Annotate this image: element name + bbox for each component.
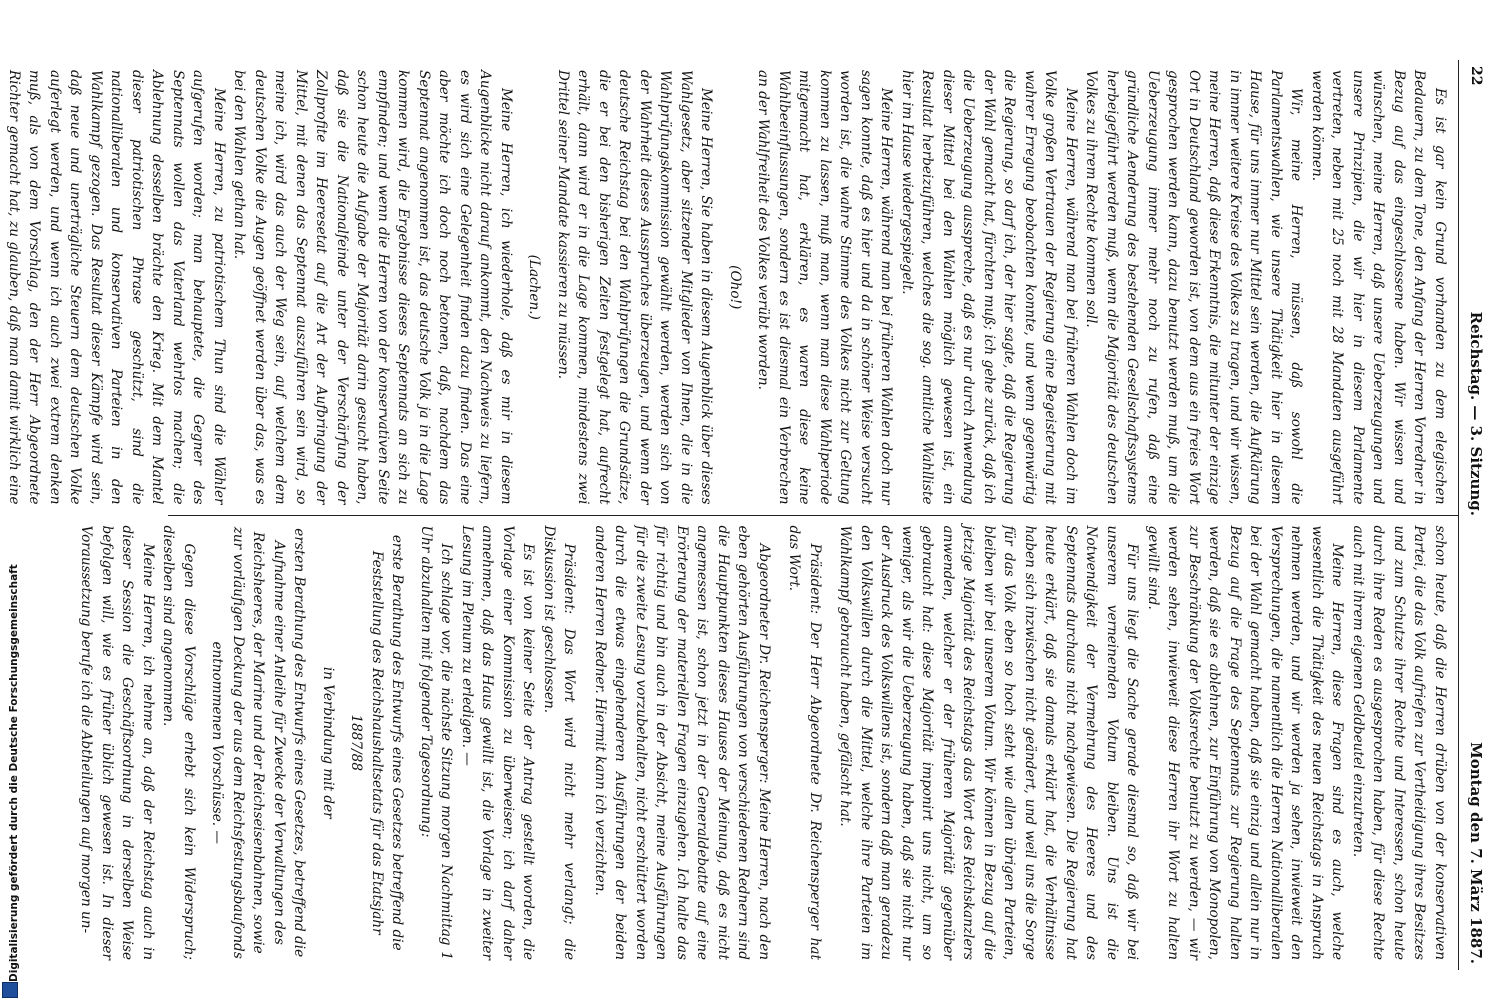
dfg-logo-icon <box>2 982 18 998</box>
page-number: 22 <box>1468 66 1484 86</box>
paragraph: schon heute, daß die Herren drüben von der konservativen Partei, die das Volk aufriefen zur Vertheidigung ihres Besitzes und zum Schutze ihrer Rechte und Interessen, schon heute durch ihre Reden es ausgesprochen haben, für diese Rechte auch mit ihrem eigenen Geldbeutel einzutreten. <box>1350 525 1448 960</box>
interjection: (Oho!) <box>727 265 743 310</box>
interjection: (Lachen.) <box>526 254 543 320</box>
paragraph: Wir, meine Herren, müssen, daß sowohl die Parlamentswahlen, wie unsere Thätigkeit hier in diesem Hause, für uns immer nur Mittel sein werden, die Aufklärung in immer weitere Kreise des Volkes zu tragen, und wir wissen, meine Herren, daß diese Erkenntnis, die mitunter der einzige Ort in Deutschland geworden ist, von dem aus ein freies Wort gesprochen werden kann, dazu benutzt werden muß, um die Ueberzeugung immer mehr noch zu rufen, daß eine gründliche Aenderung des bestehenden Gesellschaftssystems herbeigeführt werden muß, wenn die Majorität des deutschen Volkes zu ihrem Rechte kommen soll. <box>1083 70 1305 505</box>
paragraph: Meine Herren, diese Fragen sind es auch, welche wesentlich die Thätigkeit des neuen Reichstags in Anspruch nehmen werden, und wir werden ja sehen, inwieweit den Versprechungen, die namentlich die Herren Nationalliberalen bei der Wahl gemacht haben, daß sie einzig und allein nur in Bezug auf die Frage des Septennats zur Regierung halten werden, daß sie es ablehnen, zur Einführung von Monopolen, zur Beschränkung der Volksrechte benutzt zu werden, — wir werden sehen, inwieweit diese Herren ihr Wort zu halten gewillt sind. <box>1145 525 1346 960</box>
paragraph: Meine Herren, zu patriotischem Thun sind die Wähler aufgerufen worden; man behauptete, die Gegner des Septennats wollen das Vaterland wehrlos machen; die Ablehnung desselben brächte den Krieg. Mit dem Mantel dieser patriotischen Phrase geschützt, sind die nationalliberalen und konservativen Parteien in den Wahlkampf gezogen. Das Resultat dieser Kämpfe wird sein, daß neue und unerträgliche Steuern dem deutschen Volke auferlegt werden, und wenn ich auch zwei extrem denken muß, als von dem Vorschlag, den der Herr Abgeordnete Richter gemacht hat, zu glauben, daß man damit wirklich eine <box>6 70 227 505</box>
agenda-connector: in Verbindung mit der <box>320 666 336 819</box>
paragraph: Es ist gar kein Grund vorhanden zu dem elegischen Bedauern, zu dem Tone, den Anfang der Herren Vorredner in Bezug auf das eingeschlossene haben. Wir wissen und wünschen, meine Herren, daß unsere Ueberzeugungen und unsere Prinzipien, die wir hier in diesem Parlamente vertreten, neben mit 25 noch mit 28 Mandaten ausgeführt werden können. <box>1309 70 1448 505</box>
paragraph: Meine Herren, ich wiederhole, daß es mir in diesem Augenblicke nicht darauf ankommt, den Nachweis zu liefern, es wird sich eine Gelegenheit finden dazu finden. Das eine aber möchte ich doch noch betonen, daß, nachdem das Septennat angenommen ist, das deutsche Volk ja in die Lage kommen wird, die Ergebnisse dieses Septennats an sich zu empfinden; und wenn die Herren von der konservativen Seite schon heute die Aufgabe der Majorität darin gesucht haben, daß sie die Nationalfeinde unter der Verschärfung der Zollprofite im Heeresetat auf die Art der Aufbringung der Mittel, mit denen das Septennat auszuführen sein wird, so meine ich, wird das auch der Weg sein, auf welchem dem deutschen Volke die Augen geöffnet werden über das, was es bei den Wahlen gethan hat. <box>231 70 514 505</box>
paragraph: Meine Herren, ich nehme an, daß der Reichstag auch in dieser Session die Geschäftsordnung in derselben Weise befolgen will, wie es früher üblich gewesen ist. In dieser Voraussetzung berufe ich die Abtheilungen auf morgen un- <box>78 525 156 960</box>
paragraph: Abgeordneter Dr. Reichensperger: Meine Herren, nach den eben gehörten Ausführungen von verschiedenen Rednern sind die Hauptpunkten dieses Hauses der Meinung, daß es nicht angemessen ist, schon jetzt in der Generaldebatte auf eine Erörterung der materiellen Fragen einzugehen. Ich halte das für richtig und bin auch in der Absicht, meine Ausführungen für die zweite Lesung vorzubehalten, nicht erschüttert worden durch die etwas eingehenderen Ausführungen der beiden anderen Herren Redner. Hiermit kann ich verzichten. <box>592 525 772 960</box>
digitization-credit <box>0 0 28 1000</box>
left-column <box>6 60 1458 515</box>
agenda-item: erste Berathung des Entwurfs eines Gesetzes betreffend die Feststellung des Reichshaushaltsetats für das Etatsjahr 1887/88 <box>348 534 406 951</box>
paragraph: Meine Herren, während man bei früheren Wahlen doch nur sagen konnte, daß es hier und da in schöner Weise versucht worden ist, die wahre Stimme des Volkes nicht zur Geltung kommen zu lassen, muß man, wenn man diese Wahlperiode mitgemacht hat, erklären, es waren diese keine Wahlbeeinflussungen, sondern es ist diesmal ein Verbrechen an der Wahlfreiheit des Volkes verübt worden. <box>755 70 895 505</box>
running-head-center: Reichstag. — 3. Sitzung. <box>1467 311 1485 516</box>
running-head-right: Montag den 7. März 1887. <box>1467 742 1485 964</box>
agenda-item: ersten Berathung des Entwurfs eines Gesetzes, betreffend die Aufnahme einer Anleihe für Zwecke der Verwaltungen des Reichsheeres, der Marine und der Reichseisenbahnen, sowie zur vorläufigen Deckung der aus dem Reichsfestungsbaufonds entnommenen Vorschüsse. — <box>209 526 308 959</box>
credit-text: Digitalisierung gefördert durch die Deutsche Forschungsgemeinschaft <box>8 564 20 982</box>
right-column <box>78 515 1458 971</box>
paragraph: Meine Herren, während man bei früheren Wahlen doch im Volke großen Vertrauen der Regierung eine Begeisterung mit wahrer Erregung beobachten konnte, und wenn gegenwärtig die Regierung, so darf ich, der hier sagte, daß die Regierung der Wahl gemacht hat, fürchten muß; ich gehe zurück, daß ich die Ueberzeugung ausspreche, daß es nur durch Anwendung dieser Mittel bei den Wahlen möglich gewesen ist, ein Resultat herbeizuführen, welches die sog. amtliche Wahlliste hier im Hause wiedergespiegelt. <box>899 70 1079 505</box>
paragraph: Für uns liegt die Sache gerade diesmal so, daß wir bei unserem verneinenden Votum bleiben. Uns ist die Notwendigkeit der Vermehrung des Heeres und des Septennats durchaus nicht nachgewiesen. Die Regierung hat heute erklärt, daß sie damals erklärt hat, die Verhältnisse haben sich inzwischen nicht geändert, und weil uns die Sorge für das Volk eben so hoch steht wie allen übrigen Parteien, bleiben wir bei unserem Votum. Wir können in Bezug auf die jetzige Majorität des Reichstags das Wort des Reichskanzlers anwenden, welcher er der früheren Majorität gegenüber gebraucht hat: diese Majorität imponirt uns nicht, um so weniger, als wir die Ueberzeugung haben, daß sie nicht nur der Ausdruck des Volkswillens ist, sondern daß man geradezu den Volkswillen durch die Mittel, welche ihre Parteien im Wahlkampf gebraucht haben, gefälscht hat. <box>837 525 1141 960</box>
paragraph: Meine Herren, Sie haben in diesem Augenblick über dieses Wahlgesetz, aber sitzender Mitglieder von Ihnen, die in die Wahlprüfungskommission gewählt werden, werden sich von der Wahrheit dieses Ausspruches überzeugen, und wenn der deutsche Reichstag bei den Wahlprüfungen die Grundsätze, die er bei den bisherigen Zeiten festgelegt hat, aufrecht erhält, dann wird er in die Lage kommen, mindestens zwei Drittel seiner Mandate kassieren zu müssen. <box>555 70 715 505</box>
paragraph: Präsident: Der Herr Abgeordnete Dr. Reichensperger hat das Wort. <box>786 525 823 960</box>
paragraph: Es ist von keiner Seite der Antrag gestellt worden, die Vorlage einer Kommission zu überweisen; ich darf daher annehmen, daß das Haus gewillt ist, die Vorlage in zweiter Lesung im Plenum zu erledigen. — <box>459 525 537 960</box>
paragraph: Präsident: Das Wort wird nicht mehr verlangt; die Diskussion ist geschlossen. <box>541 525 578 960</box>
paragraph: Ich schlage vor, die nächste Sitzung morgen Nachmittag 1 Uhr abzuhalten mit folgender Tagesordnung: <box>418 525 455 960</box>
running-head <box>1458 60 1493 970</box>
paragraph: Gegen diese Vorschläge erhebt sich kein Widerspruch; dieselben sind angenommen. <box>160 525 197 960</box>
